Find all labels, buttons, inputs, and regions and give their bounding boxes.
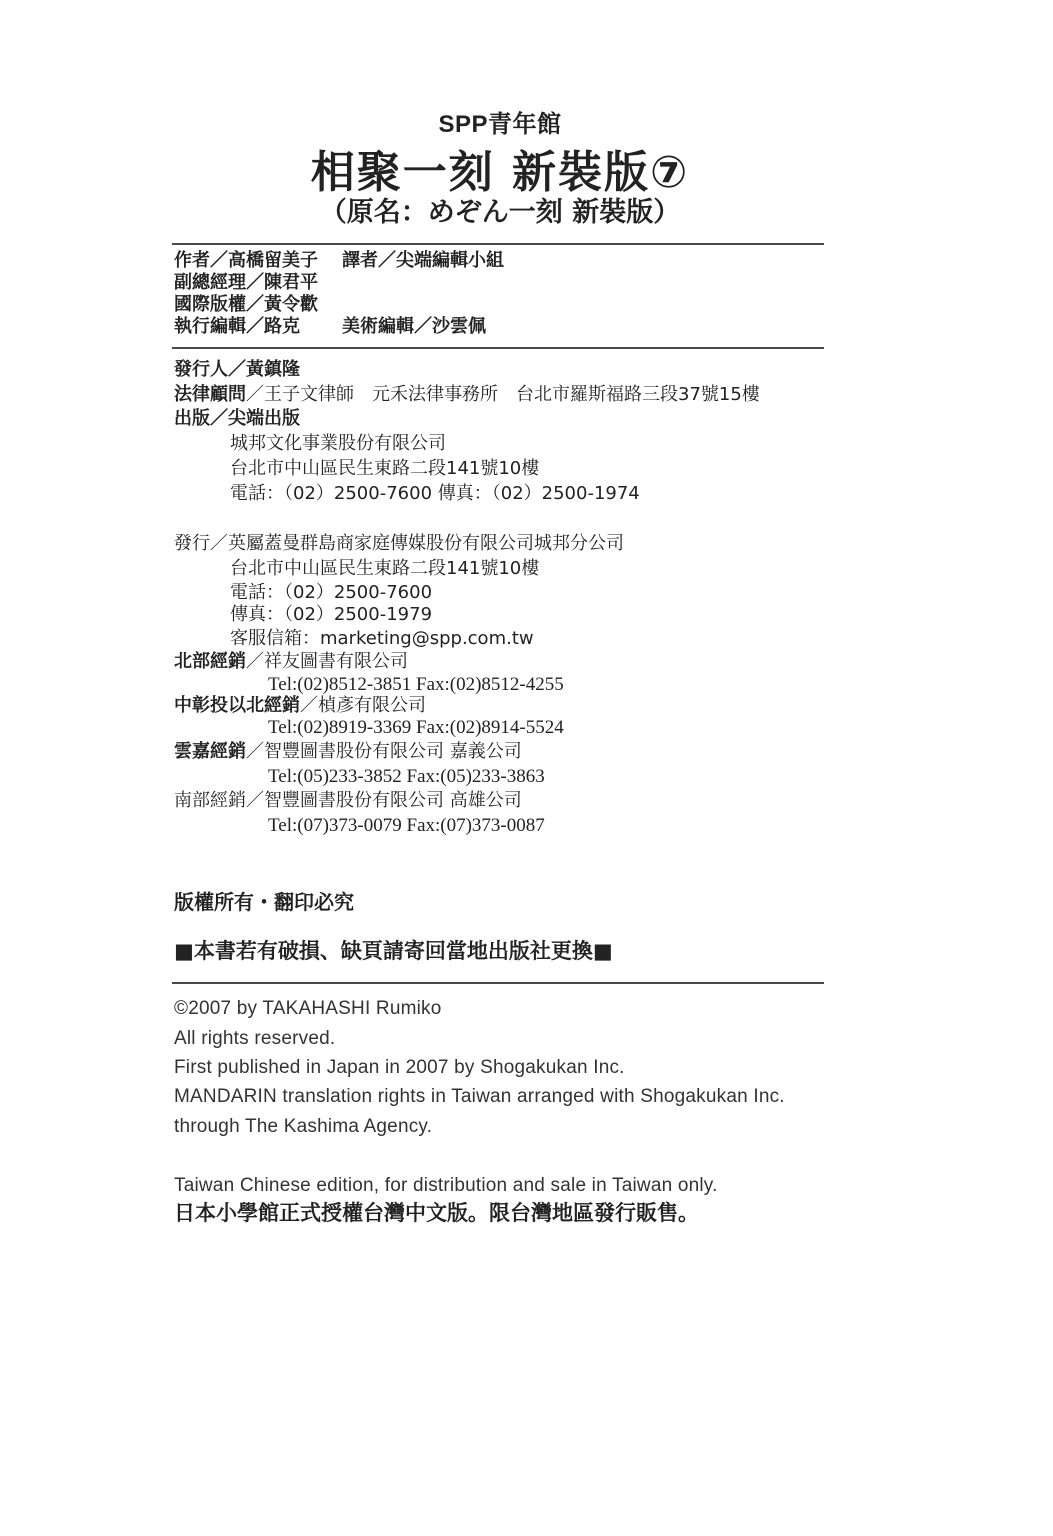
yunjia-distributor — [174, 743, 522, 761]
copyright-notice: 版權所有・翻印必究 — [174, 890, 354, 914]
series-name: SPP青年館 — [438, 111, 562, 138]
english-first-published: First published in Japan in 2007 by Shogakukan Inc. — [174, 1057, 625, 1078]
north-distributor — [174, 653, 408, 671]
credit-intl-rights: 國際版權／黃令歡 — [174, 294, 318, 315]
legal-advisor — [174, 386, 760, 404]
divider-middle — [172, 347, 824, 349]
south-distributor: 南部經銷／智豐圖書股份有限公司 高雄公司 — [174, 790, 522, 811]
north-value: ／祥友圖書有限公司 — [246, 651, 408, 672]
distribution-email: 客服信箱：marketing@spp.com.tw — [230, 628, 534, 649]
english-rights: All rights reserved. — [174, 1028, 336, 1049]
distribution-fax: 傳真：（02）2500-1979 — [230, 604, 433, 625]
legal-value: ／王子文律師 元禾法律事務所 台北市羅斯福路三段37號15樓 — [246, 384, 760, 405]
credit-exec-editor: 執行編輯／路克 — [174, 316, 300, 337]
central-value: ／楨彥有限公司 — [300, 695, 426, 716]
publisher-company: 城邦文化事業股份有限公司 — [230, 433, 446, 454]
credit-art-editor: 美術編輯／沙雲佩 — [342, 316, 486, 337]
north-label: 北部經銷 — [174, 651, 246, 672]
north-tel: Tel:(02)8512-3851 Fax:(02)8512-4255 — [268, 674, 564, 695]
english-edition: Taiwan Chinese edition, for distribution and sale in Taiwan only. — [174, 1175, 718, 1196]
central-label: 中彰投以北經銷 — [174, 695, 300, 716]
publisher-label: 出版／尖端出版 — [174, 408, 300, 429]
distribution-issuer: 發行／英屬蓋曼群島商家庭傳媒股份有限公司城邦分公司 — [174, 533, 624, 554]
publisher-address: 台北市中山區民生東路二段141號10樓 — [230, 458, 540, 479]
english-agency: through The Kashima Agency. — [174, 1116, 433, 1137]
central-distributor — [174, 697, 426, 715]
book-title: 相聚一刻 新裝版⑦ — [310, 147, 690, 198]
south-tel: Tel:(07)373-0079 Fax:(07)373-0087 — [268, 815, 545, 836]
credit-deputy-gm: 副總經理／陳君平 — [174, 272, 318, 293]
credit-author: 作者／高橋留美子 — [174, 250, 318, 271]
yunjia-label: 雲嘉經銷 — [174, 741, 246, 762]
credit-translator: 譯者／尖端編輯小組 — [342, 250, 504, 271]
yunjia-tel: Tel:(05)233-3852 Fax:(05)233-3863 — [268, 766, 545, 787]
divider-top — [172, 243, 824, 245]
central-tel: Tel:(02)8919-3369 Fax:(02)8914-5524 — [268, 717, 564, 738]
legal-label: 法律顧問 — [174, 384, 246, 405]
yunjia-value: ／智豐圖書股份有限公司 嘉義公司 — [246, 741, 522, 762]
original-title: （原名：めぞん一刻 新裝版） — [319, 197, 681, 228]
publisher-issuer: 發行人／黃鎮隆 — [174, 359, 300, 380]
english-copyright: ©2007 by TAKAHASHI Rumiko — [174, 998, 442, 1019]
distribution-address: 台北市中山區民生東路二段141號10樓 — [230, 558, 540, 579]
distribution-phone: 電話：（02）2500-7600 — [230, 582, 433, 603]
divider-bottom — [172, 982, 824, 984]
publisher-phone: 電話：（02）2500-7600 傳真：（02）2500-1974 — [230, 483, 640, 504]
authorization-notice: 日本小學館正式授權台灣中文版。限台灣地區發行販售。 — [174, 1201, 699, 1225]
replacement-notice: ■本書若有破損、缺頁請寄回當地出版社更換■ — [174, 939, 613, 963]
english-translation-rights: MANDARIN translation rights in Taiwan arranged with Shogakukan Inc. — [174, 1086, 785, 1107]
